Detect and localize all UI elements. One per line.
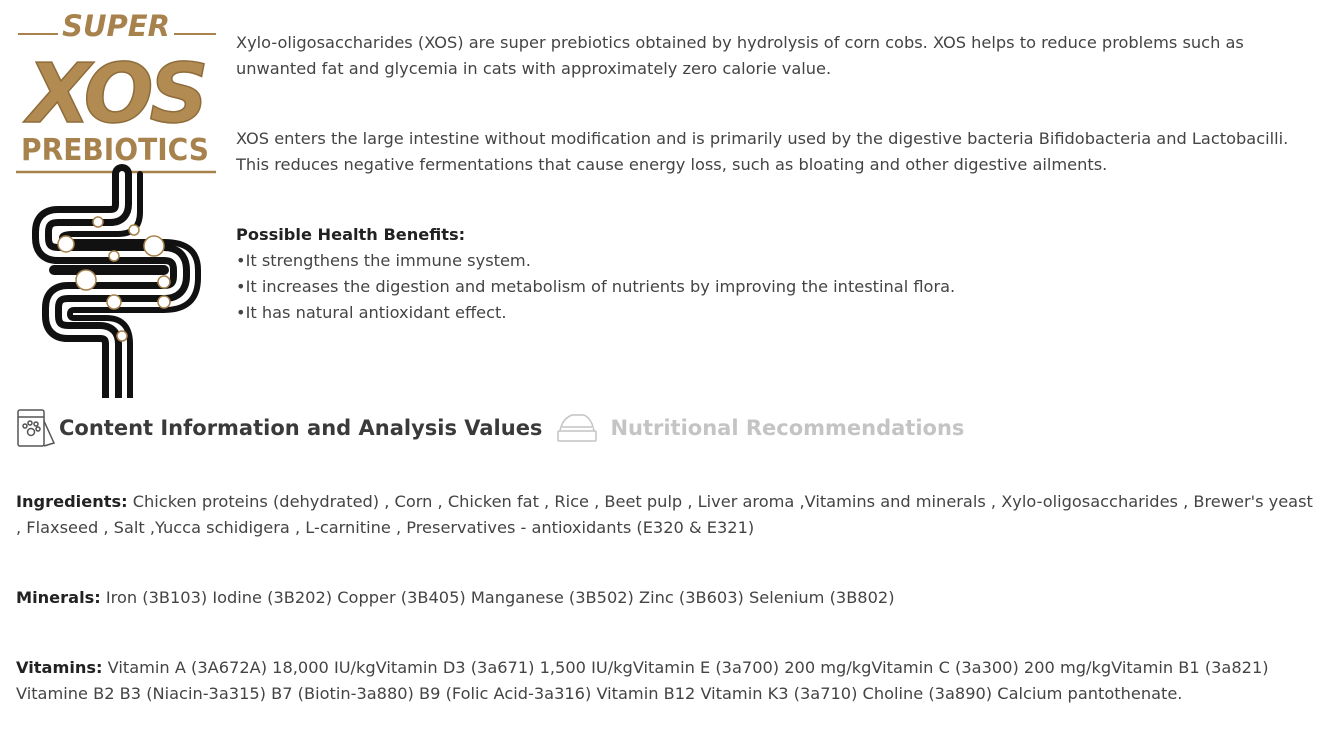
tab-nutritional-recommendations[interactable] bbox=[556, 407, 964, 449]
content-information-panel bbox=[16, 489, 1316, 751]
tab-content-information[interactable] bbox=[15, 407, 542, 449]
intro-paragraph-1: Xylo-oligosaccharides (XOS) are super prebiotics obtained by hydrolysis of corn cobs. XOS helps to reduce problems such as unwanted fat and glycemia in cats with approximately zero calorie value. bbox=[236, 33, 1244, 78]
tab-content-information-label: Content Information and Analysis Values bbox=[59, 416, 543, 440]
minerals-row bbox=[16, 585, 1316, 611]
vitamins-text: Vitamin A (3A672A) 18,000 IU/kgVitamin D3 (3a671) 1,500 IU/kgVitamin E (3a700) 200 mg/kgVitamin C (3a300) 200 mg/kgVitamin B1 (3a821) Vitamine B2 B3 (Niacin-3a315) B7 (Biotin-3a880) B9 (Folic Acid-3a316) Vitamin B12 Vitamin K3 (3a710) Choline (3a890) Calcium pantothenate. bbox=[16, 658, 1269, 703]
ingredients-text: Chicken proteins (dehydrated) , Corn , Chicken fat , Rice , Beet pulp , Liver aroma ,Vitamins and minerals , Xylo-oligosaccharides , Brewer's yeast , Flaxseed , Salt ,Yucca schidigera , L-carnitine , Preservatives - antioxidants (E320 & E321) bbox=[16, 492, 1313, 537]
food-bag-icon bbox=[15, 407, 57, 449]
intestine-icon bbox=[42, 174, 198, 398]
benefits-list bbox=[236, 248, 1318, 326]
vitamins-label: Vitamins: bbox=[16, 658, 103, 677]
ingredients-row bbox=[16, 489, 1316, 541]
benefit-item: • It has natural antioxidant effect. bbox=[236, 300, 1318, 326]
intro-paragraph-2: XOS enters the large intestine without modification and is primarily used by the digestive bacteria Bifidobacteria and Lactobacilli. This reduces negative fermentations that cause energy loss, such as bloating and other digestive ailments. bbox=[236, 129, 1289, 174]
minerals-label: Minerals: bbox=[16, 588, 101, 607]
tab-nutritional-recommendations-label: Nutritional Recommendations bbox=[610, 416, 965, 440]
vitamins-row bbox=[16, 655, 1316, 707]
logo-text-prebiotics: PREBIOTICS bbox=[21, 133, 209, 168]
benefits-title: Possible Health Benefits: bbox=[236, 225, 466, 244]
logo-text-super: SUPER bbox=[62, 9, 170, 43]
benefit-item: • It increases the digestion and metabolism of nutrients by improving the intestinal flora. bbox=[236, 274, 1318, 300]
logo-text-xos: XOS bbox=[27, 47, 205, 142]
ingredients-label: Ingredients: bbox=[16, 492, 128, 511]
benefits-block bbox=[236, 222, 1318, 326]
food-bowl-icon bbox=[556, 407, 598, 449]
info-tabs bbox=[15, 405, 964, 451]
intro-section bbox=[236, 30, 1318, 326]
minerals-text: Iron (3B103) Iodine (3B202) Copper (3B405) Manganese (3B502) Zinc (3B603) Selenium (3B802) bbox=[100, 588, 895, 607]
benefit-item: • It strengthens the immune system. bbox=[236, 248, 1318, 274]
super-xos-prebiotics-logo bbox=[14, 6, 220, 398]
